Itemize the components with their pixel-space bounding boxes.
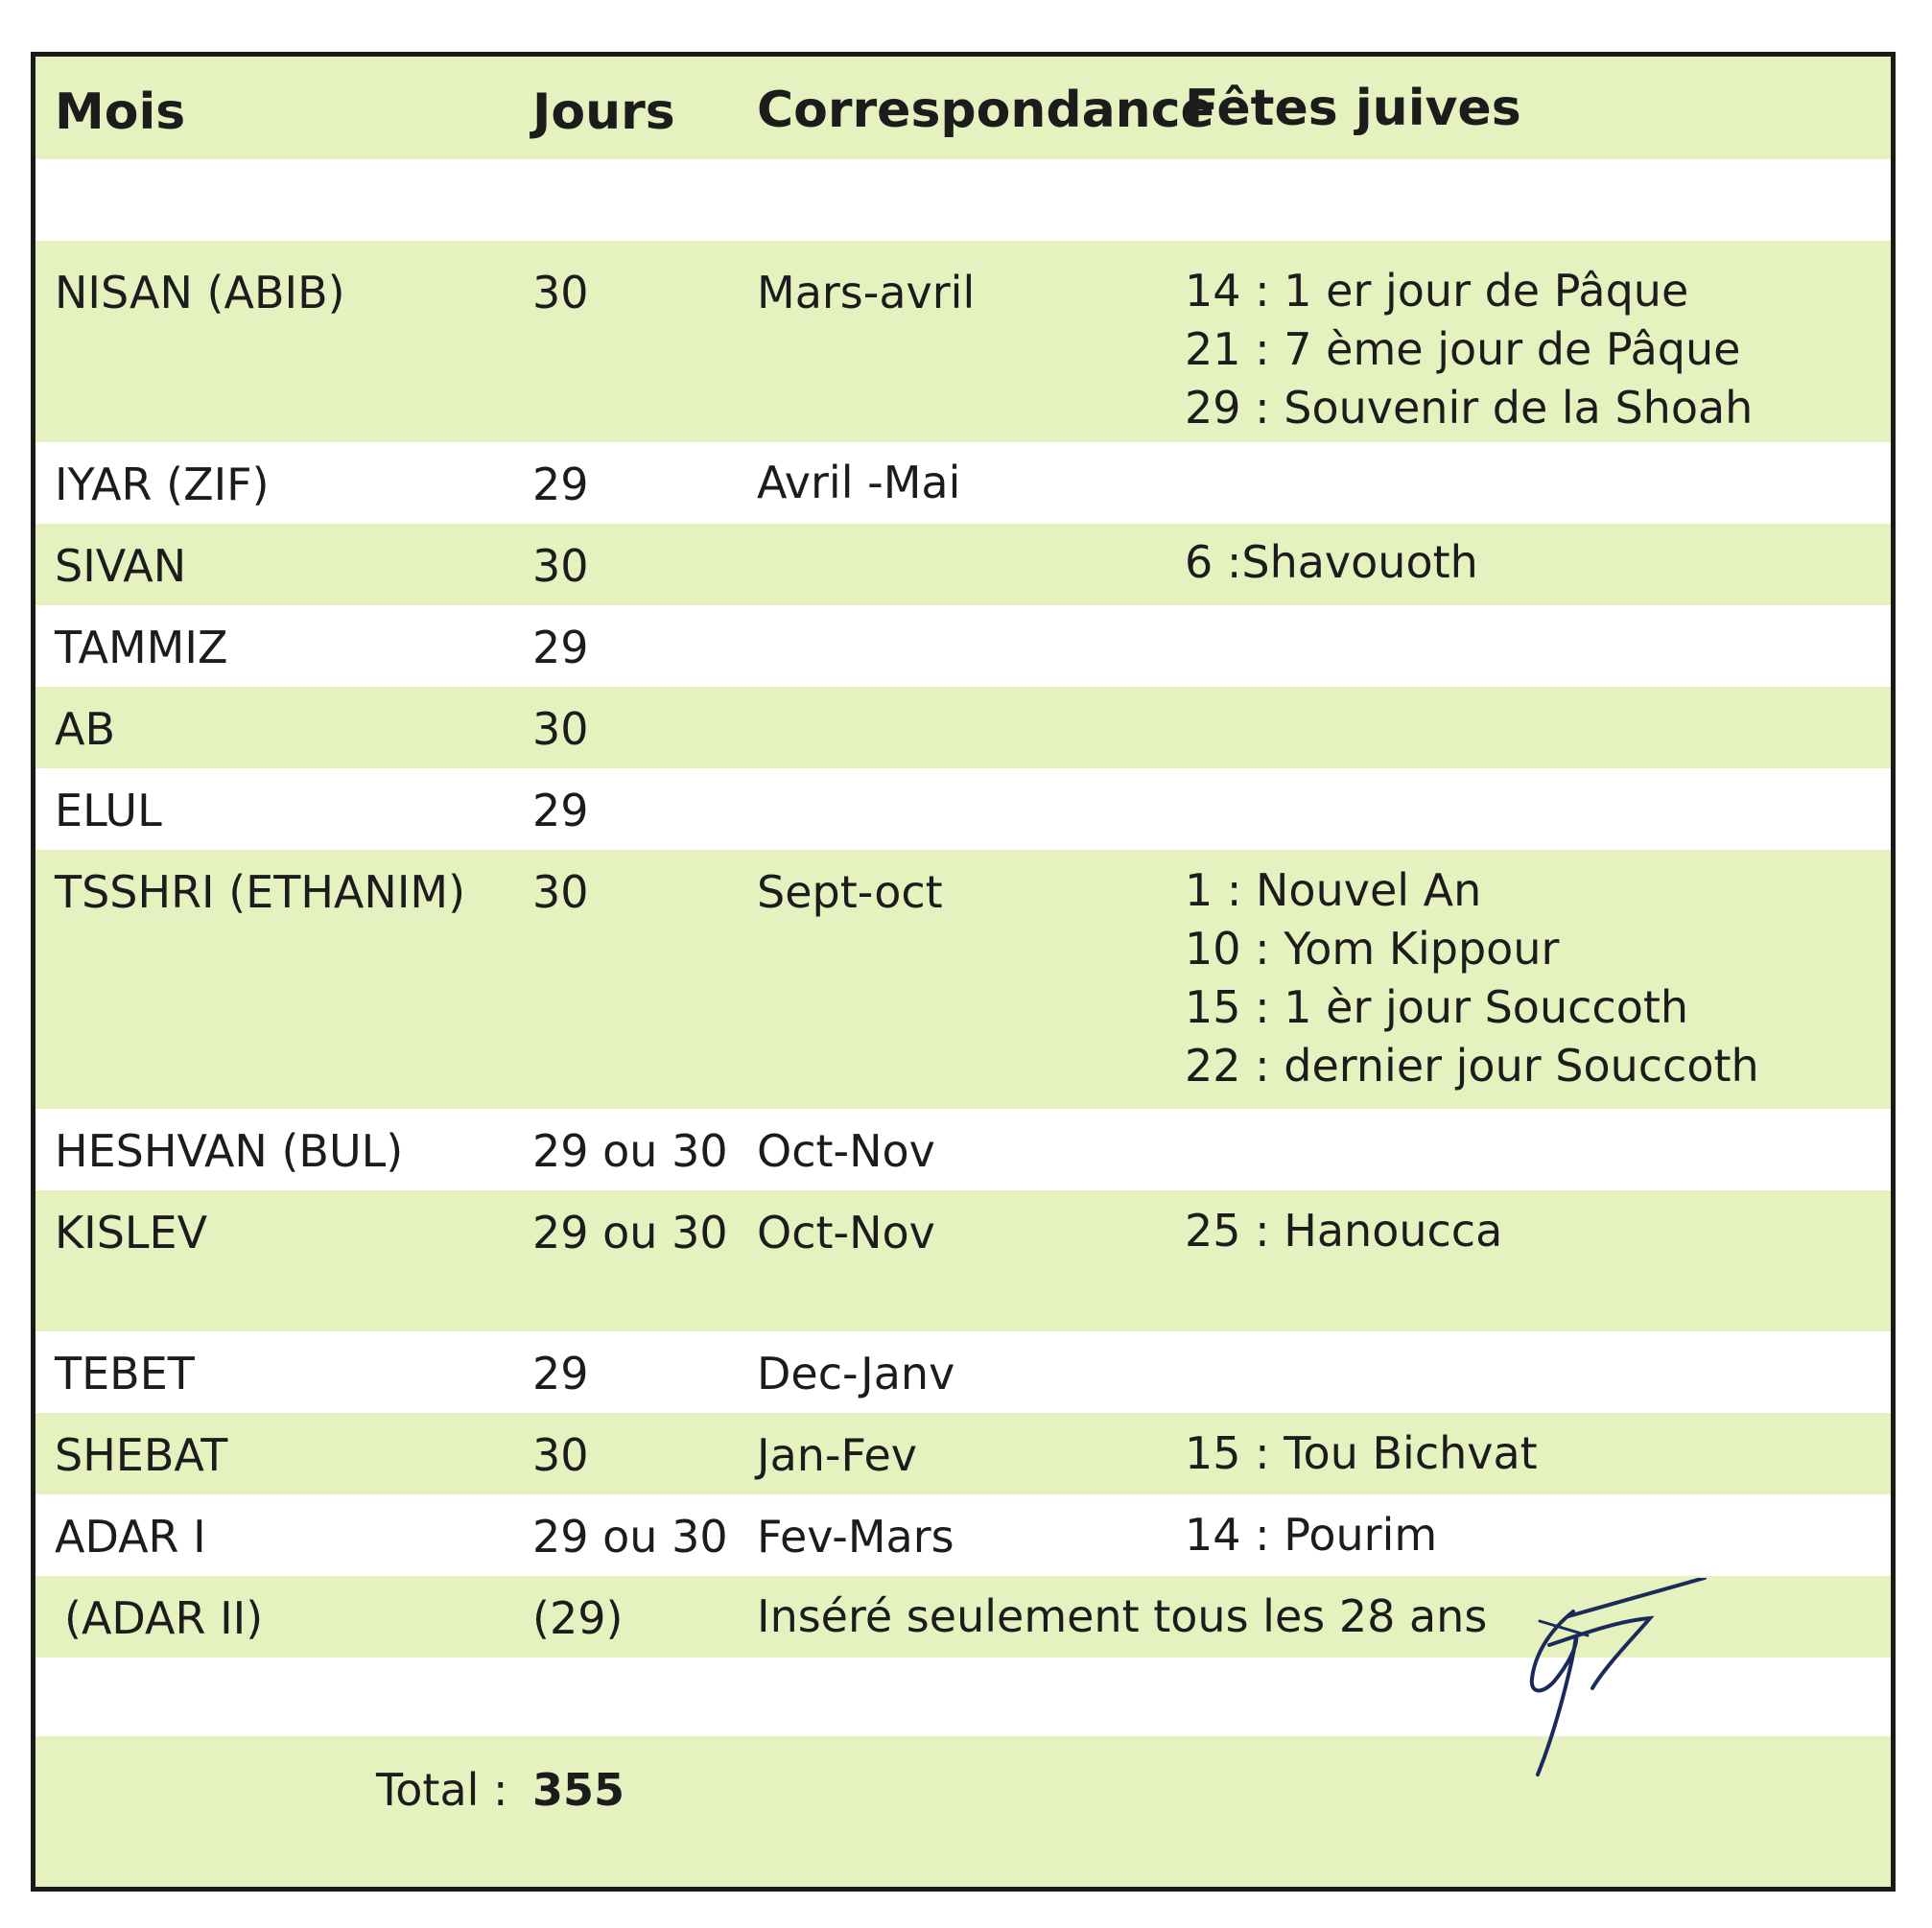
- days-cell: 30: [532, 267, 589, 318]
- holiday-item: 14 : Pourim: [1185, 1509, 1438, 1561]
- total-value: 355: [532, 1764, 625, 1816]
- days-cell: 29: [532, 622, 589, 673]
- table-row: [35, 1413, 1891, 1494]
- signature-icon: [1482, 1578, 1712, 1837]
- days-cell: 30: [532, 866, 589, 918]
- holiday-item: 10 : Yom Kippour: [1185, 923, 1560, 975]
- days-cell: 29 ou 30: [532, 1125, 728, 1177]
- month-cell: ELUL: [55, 785, 162, 836]
- holiday-item: 15 : 1 èr jour Souccoth: [1185, 981, 1689, 1033]
- header-month: Mois: [55, 83, 186, 141]
- correspondence-cell: Avril -Mai: [757, 457, 961, 508]
- holiday-item: 15 : Tou Bichvat: [1185, 1427, 1538, 1479]
- month-cell: HESHVAN (BUL): [55, 1125, 404, 1177]
- holiday-item: 21 : 7 ème jour de Pâque: [1185, 323, 1741, 375]
- table-row: [35, 524, 1891, 605]
- month-cell: SHEBAT: [55, 1429, 228, 1481]
- month-cell: ADAR I: [55, 1511, 206, 1563]
- days-cell: 30: [532, 540, 589, 592]
- month-cell: TSSHRI (ETHANIM): [55, 866, 466, 918]
- month-cell: NISAN (ABIB): [55, 267, 345, 318]
- days-cell: 30: [532, 1429, 589, 1481]
- month-cell: TAMMIZ: [55, 622, 228, 673]
- days-cell: 29: [532, 458, 589, 510]
- correspondence-cell: Inséré seulement tous les 28 ans: [757, 1590, 1488, 1642]
- correspondence-cell: Oct-Nov: [757, 1125, 935, 1177]
- header-days: Jours: [532, 83, 675, 141]
- month-cell: SIVAN: [55, 540, 187, 592]
- table-row: [35, 241, 1891, 442]
- holiday-item: 6 :Shavouoth: [1185, 536, 1478, 588]
- month-cell: IYAR (ZIF): [55, 458, 270, 510]
- days-cell: 30: [532, 703, 589, 755]
- table-row: [35, 1190, 1891, 1331]
- correspondence-cell: Dec-Janv: [757, 1348, 955, 1399]
- table-row: [35, 687, 1891, 768]
- holiday-item: 25 : Hanoucca: [1185, 1205, 1503, 1257]
- holiday-item: 29 : Souvenir de la Shoah: [1185, 382, 1754, 434]
- table-row: [35, 1109, 1891, 1190]
- correspondence-cell: Mars-avril: [757, 267, 976, 318]
- month-cell: AB: [55, 703, 116, 755]
- days-cell: 29 ou 30: [532, 1511, 728, 1563]
- header-holidays: Fêtes juives: [1185, 80, 1521, 137]
- table-row: [35, 1331, 1891, 1413]
- holiday-item: 22 : dernier jour Souccoth: [1185, 1040, 1759, 1092]
- month-cell: TEBET: [55, 1348, 195, 1399]
- header-row: [35, 57, 1891, 159]
- holiday-item: 14 : 1 er jour de Pâque: [1185, 265, 1689, 317]
- table-row: [35, 605, 1891, 687]
- days-cell: 29: [532, 1348, 589, 1399]
- days-cell: (29): [532, 1592, 624, 1644]
- month-cell: KISLEV: [55, 1207, 208, 1258]
- correspondence-cell: Oct-Nov: [757, 1207, 935, 1258]
- total-label: Total :: [376, 1764, 508, 1816]
- table-row: [35, 850, 1891, 1109]
- table-row: [35, 768, 1891, 850]
- correspondence-cell: Sept-oct: [757, 866, 943, 918]
- correspondence-cell: Jan-Fev: [757, 1429, 917, 1481]
- holiday-item: 1 : Nouvel An: [1185, 864, 1482, 916]
- month-cell: (ADAR II): [64, 1592, 264, 1644]
- table-row: [35, 442, 1891, 524]
- days-cell: 29 ou 30: [532, 1207, 728, 1258]
- correspondence-cell: Fev-Mars: [757, 1511, 954, 1563]
- spacer-row: [35, 159, 1891, 241]
- days-cell: 29: [532, 785, 589, 836]
- header-correspondence: Correspondance: [757, 82, 1214, 139]
- table-row: [35, 1494, 1891, 1576]
